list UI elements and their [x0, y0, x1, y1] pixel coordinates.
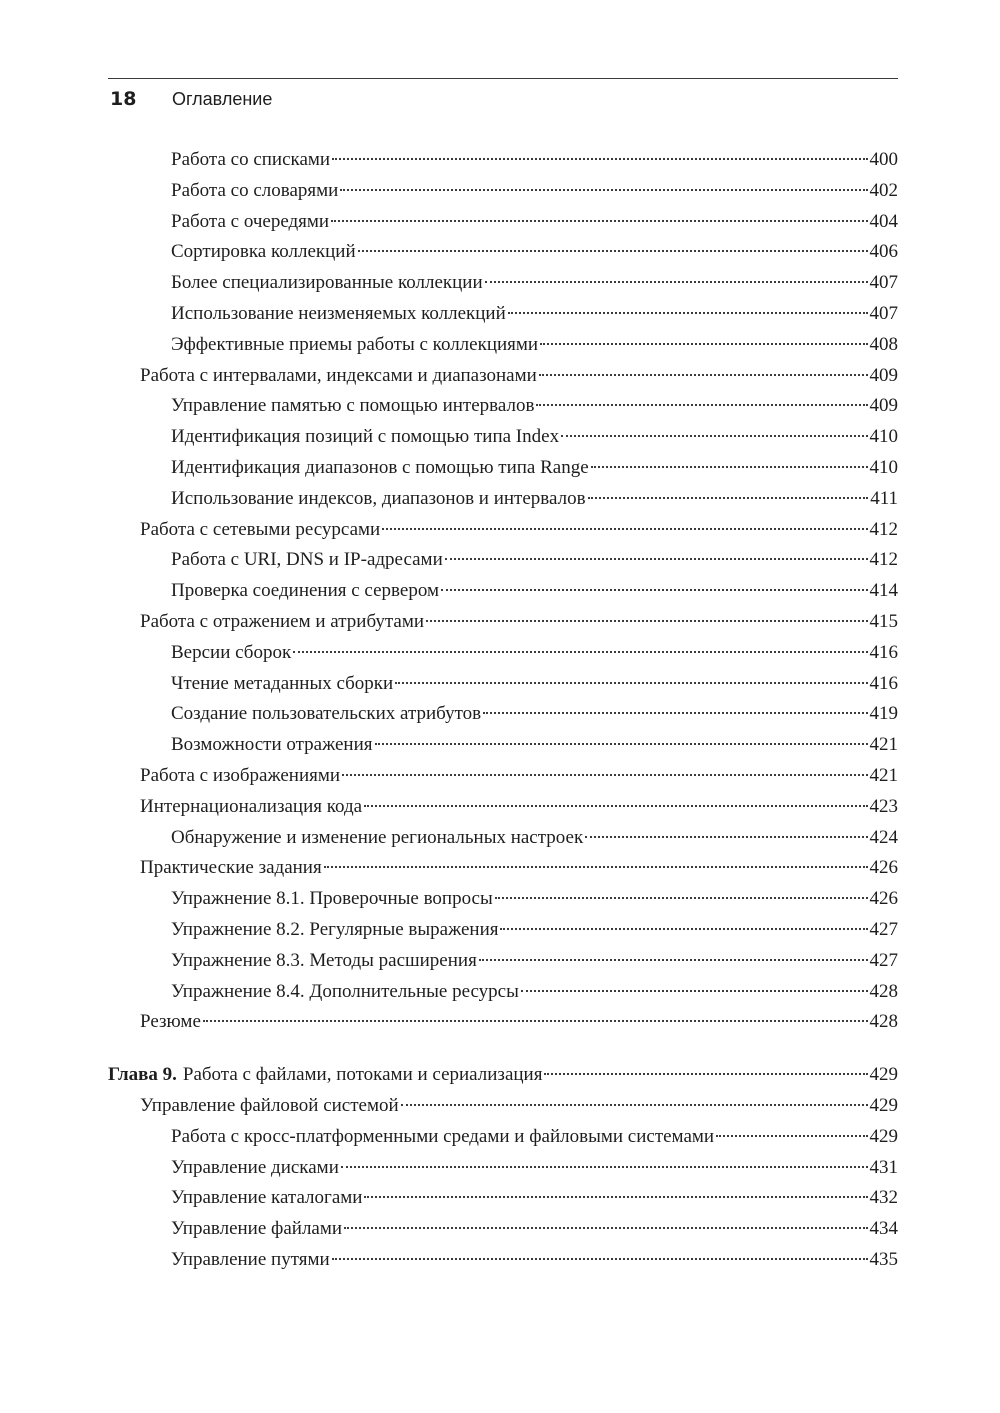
toc-entry-text: Обнаружение и изменение региональных настроек	[171, 826, 584, 848]
toc-entry-text: Упражнение 8.2. Регулярные выражения	[171, 919, 499, 940]
toc-entry[interactable]	[171, 917, 898, 943]
dot-leader	[395, 682, 867, 684]
toc-entry-text: Упражнение 8.3. Методы расширения	[171, 949, 477, 971]
toc-page-number: 428	[869, 980, 898, 1002]
toc-entry[interactable]	[171, 547, 898, 573]
toc-entry[interactable]	[171, 209, 898, 235]
dot-leader	[342, 774, 867, 776]
toc-entry[interactable]	[171, 732, 898, 758]
dot-leader	[331, 220, 867, 222]
toc-entry-text: Работа с URI, DNS и IP-адресами	[171, 549, 443, 571]
toc-page-number: 426	[869, 888, 898, 910]
toc-page-number: 421	[869, 734, 898, 756]
toc-entry[interactable]	[171, 178, 898, 204]
toc-entry[interactable]	[171, 270, 898, 296]
toc-entry-text: Резюме	[140, 1011, 201, 1033]
toc-entry-title	[171, 671, 393, 697]
dot-leader	[332, 1258, 868, 1260]
toc-entry-title	[171, 732, 373, 758]
toc-entry-title	[140, 609, 424, 635]
toc-page-number: 434	[869, 1218, 898, 1240]
toc-entry-text: Практические задания	[140, 857, 322, 879]
dot-leader	[358, 250, 868, 252]
toc-entry[interactable]	[171, 825, 898, 851]
dot-leader	[561, 435, 867, 437]
toc-entry-text: Возможности отражения	[171, 734, 373, 756]
toc-entry[interactable]	[171, 886, 898, 912]
toc-page-number: 409	[869, 364, 898, 386]
toc-entry-text: Чтение метаданных сборки	[171, 672, 394, 694]
toc-entry-text: Идентификация диапазонов с помощью типа Range	[171, 457, 589, 478]
toc-page-number: 435	[869, 1249, 898, 1270]
toc-page-number: 410	[869, 457, 898, 478]
dot-leader	[585, 836, 867, 838]
running-head: Оглавление	[172, 89, 273, 109]
toc-entry[interactable]	[171, 1185, 898, 1211]
toc-entry[interactable]	[140, 517, 898, 543]
toc-page-number: 431	[869, 1156, 898, 1178]
toc-entry-title	[171, 640, 291, 666]
toc-entry-title	[171, 701, 481, 727]
toc-page-number: 400	[869, 149, 898, 170]
toc-chapter-entry[interactable]	[108, 1062, 898, 1088]
toc-page-number: 416	[869, 641, 898, 663]
toc-entry[interactable]	[140, 1009, 898, 1035]
dot-leader	[495, 897, 868, 899]
toc-entry[interactable]	[140, 363, 898, 389]
toc-entry-title	[171, 486, 586, 512]
toc-entry-title	[140, 363, 537, 389]
toc-page-number: 402	[869, 179, 898, 201]
toc-entry-title	[171, 948, 477, 974]
toc-page-number: 408	[869, 333, 898, 355]
toc-page-number: 432	[869, 1187, 898, 1209]
toc-entry-title	[171, 239, 356, 265]
toc-page-number: 423	[869, 795, 898, 817]
dot-leader	[426, 620, 867, 622]
toc-entry[interactable]	[171, 239, 898, 265]
toc-entry[interactable]	[171, 393, 898, 419]
toc-page-number: 415	[869, 611, 898, 632]
toc-page-number: 414	[869, 580, 898, 602]
toc-entry-title	[171, 917, 498, 943]
toc-entry[interactable]	[171, 486, 898, 512]
toc-entry-title	[171, 455, 589, 481]
toc-entry-text: Эффективные приемы работы с коллекциями	[171, 333, 539, 355]
toc-entry[interactable]	[171, 301, 898, 327]
toc-chapter-label: Глава 9.	[108, 1064, 177, 1086]
toc-page-number: 416	[869, 672, 898, 694]
toc-entry[interactable]	[171, 332, 898, 358]
toc-entry-text: Упражнение 8.4. Дополнительные ресурсы	[171, 980, 519, 1002]
toc-entry-text: Создание пользовательских атрибутов	[171, 703, 482, 725]
toc-entry-title	[171, 270, 483, 296]
toc-entry[interactable]	[171, 424, 898, 450]
toc-entry-text: Использование индексов, диапазонов и интервалов	[171, 487, 586, 509]
dot-leader	[500, 928, 867, 930]
toc-entry-text: Работа с интервалами, индексами и диапазонами	[140, 364, 537, 386]
toc-entry-title	[171, 424, 559, 450]
dot-leader	[479, 959, 868, 961]
toc-page-number: 410	[869, 426, 898, 448]
dot-leader	[485, 281, 868, 283]
toc-entry-title	[140, 517, 380, 543]
toc-page-number: 412	[869, 549, 898, 571]
toc-entry-title	[171, 301, 506, 327]
toc-page-number: 427	[869, 919, 898, 940]
toc-page-number: 412	[869, 518, 898, 540]
toc-entry-text: Работа с отражением и атрибутами	[140, 611, 425, 632]
dot-leader	[401, 1104, 868, 1106]
toc-entry[interactable]	[171, 1124, 898, 1150]
toc-entry-text: Интернационализация кода	[140, 795, 363, 817]
toc-entry-text: Более специализированные коллекции	[171, 272, 483, 294]
toc-page-number: 407	[869, 272, 898, 294]
toc-entry-text: Управление каталогами	[171, 1187, 363, 1209]
toc-entry[interactable]	[140, 763, 898, 789]
toc-entry-title	[171, 332, 538, 358]
toc-entry-title	[171, 1124, 714, 1150]
toc-entry-text: Упражнение 8.1. Проверочные вопросы	[171, 888, 493, 910]
dot-leader	[521, 990, 868, 992]
dot-leader	[382, 528, 867, 530]
dot-leader	[375, 743, 868, 745]
toc-entry-text: Работа с сетевыми ресурсами	[140, 518, 381, 540]
toc-entry-title	[171, 178, 338, 204]
toc-entry-text: Версии сборок	[171, 641, 292, 663]
toc-entry-title	[171, 209, 329, 235]
toc-entry-title	[171, 825, 583, 851]
dot-leader	[364, 1196, 867, 1198]
toc-entry-text: Проверка соединения с сервером	[171, 580, 439, 602]
toc-entry[interactable]	[171, 1155, 898, 1181]
toc-page-number: 429	[869, 1125, 898, 1147]
toc-entry-text: Работа со словарями	[171, 179, 339, 201]
toc-entry-title	[140, 794, 362, 820]
page-number: 18	[110, 88, 137, 110]
toc-entry[interactable]	[171, 701, 898, 727]
dot-leader	[293, 651, 867, 653]
toc-entry-title	[140, 855, 322, 881]
toc-entry-text: Работа с очередями	[171, 210, 330, 232]
dot-leader	[508, 312, 868, 314]
toc-entry-text: Управление файлами	[171, 1218, 343, 1240]
dot-leader	[540, 343, 867, 345]
toc-entry-title	[108, 1062, 542, 1088]
toc-page-number: 406	[869, 241, 898, 263]
toc-entry-text: Управление файловой системой	[140, 1095, 399, 1116]
toc-entry[interactable]	[140, 1093, 898, 1119]
toc-entry-title	[171, 147, 330, 173]
toc-entry-text: Управление путями	[171, 1249, 330, 1270]
dot-leader	[483, 712, 867, 714]
toc-entry-title	[171, 547, 443, 573]
dot-leader	[332, 158, 867, 160]
toc-page-number: 407	[869, 303, 898, 324]
toc-page-number: 419	[869, 703, 898, 725]
toc-entry-text: Работа с изображениями	[140, 765, 341, 786]
dot-leader	[588, 497, 869, 499]
dot-leader	[716, 1135, 867, 1137]
toc-entry-text: Работа с кросс-платформенными средами и файловыми системами	[171, 1125, 715, 1147]
dot-leader	[344, 1227, 867, 1229]
toc-entry-title	[171, 578, 439, 604]
dot-leader	[544, 1073, 867, 1075]
dot-leader	[364, 805, 867, 807]
toc-entry-title	[140, 763, 340, 789]
toc-entry-text: Использование неизменяемых коллекций	[171, 303, 506, 324]
toc-page-number: 409	[869, 395, 898, 417]
dot-leader	[340, 189, 867, 191]
toc-entry-text: Управление памятью с помощью интервалов	[171, 395, 535, 417]
toc-page-number: 411	[870, 487, 898, 509]
toc-entry-text: Управление дисками	[171, 1156, 339, 1178]
toc-page-number: 427	[869, 949, 898, 971]
toc-entry[interactable]	[140, 794, 898, 820]
toc-entry[interactable]	[171, 1247, 898, 1273]
toc-entry[interactable]	[171, 671, 898, 697]
toc-page-number: 421	[869, 765, 898, 786]
toc-entry-title	[171, 393, 534, 419]
toc-entry-text: Работа со списками	[171, 149, 331, 170]
dot-leader	[341, 1166, 868, 1168]
toc-entry-title	[171, 886, 493, 912]
dot-leader	[591, 466, 868, 468]
toc-entry[interactable]	[171, 948, 898, 974]
toc-entry-title	[171, 1216, 342, 1242]
toc-entry[interactable]	[171, 1216, 898, 1242]
toc-entry-text: Работа с файлами, потоками и сериализация	[182, 1064, 543, 1086]
toc-entry[interactable]	[171, 578, 898, 604]
dot-leader	[539, 374, 868, 376]
toc-page-number: 429	[869, 1095, 898, 1116]
toc-entry-title	[171, 1155, 339, 1181]
toc-entry-title	[171, 979, 519, 1005]
toc-page-number: 424	[869, 826, 898, 848]
toc-entry-title	[140, 1009, 201, 1035]
toc-page-number: 429	[869, 1064, 898, 1086]
dot-leader	[324, 866, 868, 868]
toc-entry-title	[171, 1247, 330, 1273]
toc-entry-title	[140, 1093, 399, 1119]
toc-page-number: 426	[869, 857, 898, 879]
toc-entry[interactable]	[171, 979, 898, 1005]
dot-leader	[445, 558, 868, 560]
toc-page-number: 428	[869, 1011, 898, 1033]
toc-entry[interactable]	[171, 455, 898, 481]
toc-page-number: 404	[869, 210, 898, 232]
toc-entry[interactable]	[171, 640, 898, 666]
dot-leader	[441, 589, 868, 591]
toc-entry[interactable]	[171, 147, 898, 173]
toc-entry-text: Сортировка коллекций	[171, 241, 356, 263]
toc-entry-text: Идентификация позиций с помощью типа Index	[171, 426, 560, 448]
dot-leader	[203, 1020, 868, 1022]
toc-entry-title	[171, 1185, 362, 1211]
toc-entry[interactable]	[140, 609, 898, 635]
dot-leader	[536, 404, 867, 406]
toc-entry[interactable]	[140, 855, 898, 881]
